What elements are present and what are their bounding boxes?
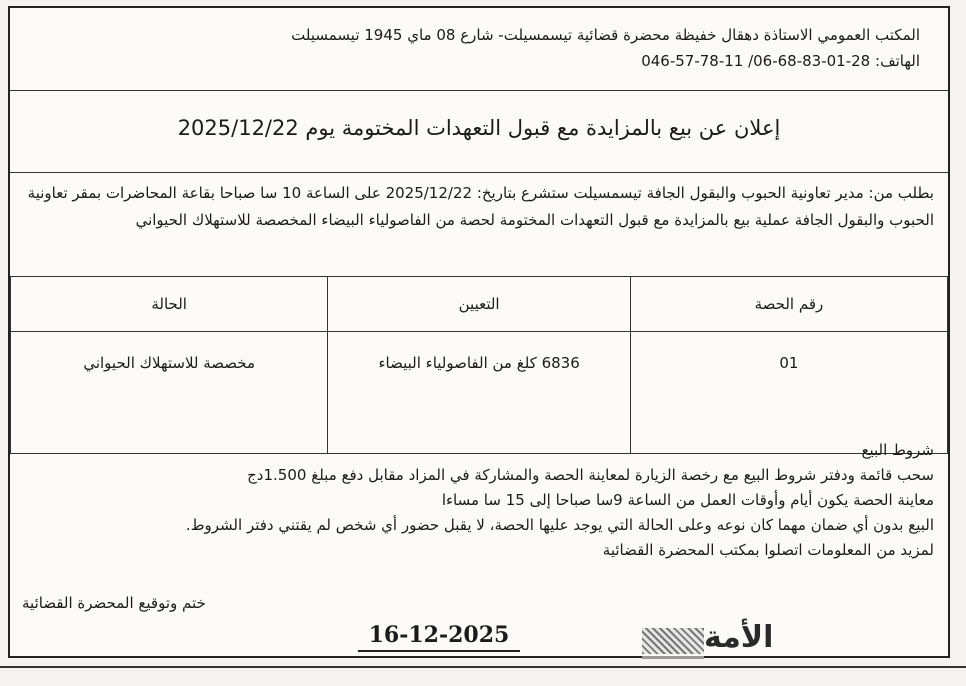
publication-date: 16-12-2025: [358, 622, 520, 652]
cell-lot-number: 01: [630, 332, 947, 454]
header-condition: الحالة: [11, 277, 328, 332]
cell-designation: 6836 كلغ من الفاصولياء البيضاء: [328, 332, 631, 454]
office-address: المكتب العمومي الاستاذة دهقال خفيظة محضرة قضائية تيسمسيلت- شارع 08 ماي 1945 تيسمسيلت: [291, 26, 920, 44]
logo-text: الأمة: [704, 620, 774, 655]
phone-label: الهاتف:: [875, 52, 920, 70]
phone-numbers: 046-57-78-11 /06-68-83-01-28: [641, 52, 871, 70]
divider: [10, 90, 948, 91]
announcement-title: إعلان عن بيع بالمزايدة مع قبول التعهدات المختومة يوم 2025/12/22: [177, 116, 781, 140]
cell-condition: مخصصة للاستهلاك الحيواني: [11, 332, 328, 454]
newspaper-logo: [642, 620, 778, 664]
table-header-row: [11, 277, 948, 332]
divider: [10, 172, 948, 173]
announcement-frame: [8, 6, 950, 658]
office-phone: [40, 48, 920, 74]
terms-line: لمزيد من المعلومات اتصلوا بمكتب المحضرة القضائية: [602, 541, 934, 559]
logo-pattern: [642, 628, 704, 654]
sale-terms: [20, 438, 934, 563]
terms-heading: شروط البيع: [861, 441, 934, 459]
page-bottom-rule: [0, 666, 966, 668]
header-lot-number: رقم الحصة: [630, 277, 947, 332]
requester-paragraph: بطلب من: مدير تعاونية الحبوب والبقول الجافة تيسمسيلت ستشرع بتاريخ: 2025/12/22 على الساعة 10 سا صباحا بقاعة المحاضرات بمقر تعاونية الحبوب والبقول الجافة عملية بيع بالمزايدة مع قبول التعهدات المختومة لحصة من الفاصولياء البيضاء المخصصة للاستهلاك الحيواني: [27, 184, 934, 229]
table-row: [11, 332, 948, 454]
logo-tagline: [642, 656, 704, 659]
terms-line: معاينة الحصة يكون أيام وأوقات العمل من الساعة 9سا صباحا إلى 15 سا مساءا: [441, 491, 934, 509]
terms-line: البيع بدون أي ضمان مهما كان نوعه وعلى الحالة التي يوجد عليها الحصة، لا يقبل حضور أي شخص لم يقتني دفتر الشروط.: [185, 516, 934, 534]
header-designation: التعيين: [328, 277, 631, 332]
terms-line: سحب قائمة ودفتر شروط البيع مع رخصة الزيارة لمعاينة الحصة والمشاركة في المزاد مقابل دفع مبلغ 1.500دج: [247, 466, 934, 484]
lots-table: [10, 276, 948, 454]
bailiff-office-header: [40, 22, 920, 74]
signature-line: ختم وتوقيع المحضرة القضائية: [22, 594, 206, 612]
